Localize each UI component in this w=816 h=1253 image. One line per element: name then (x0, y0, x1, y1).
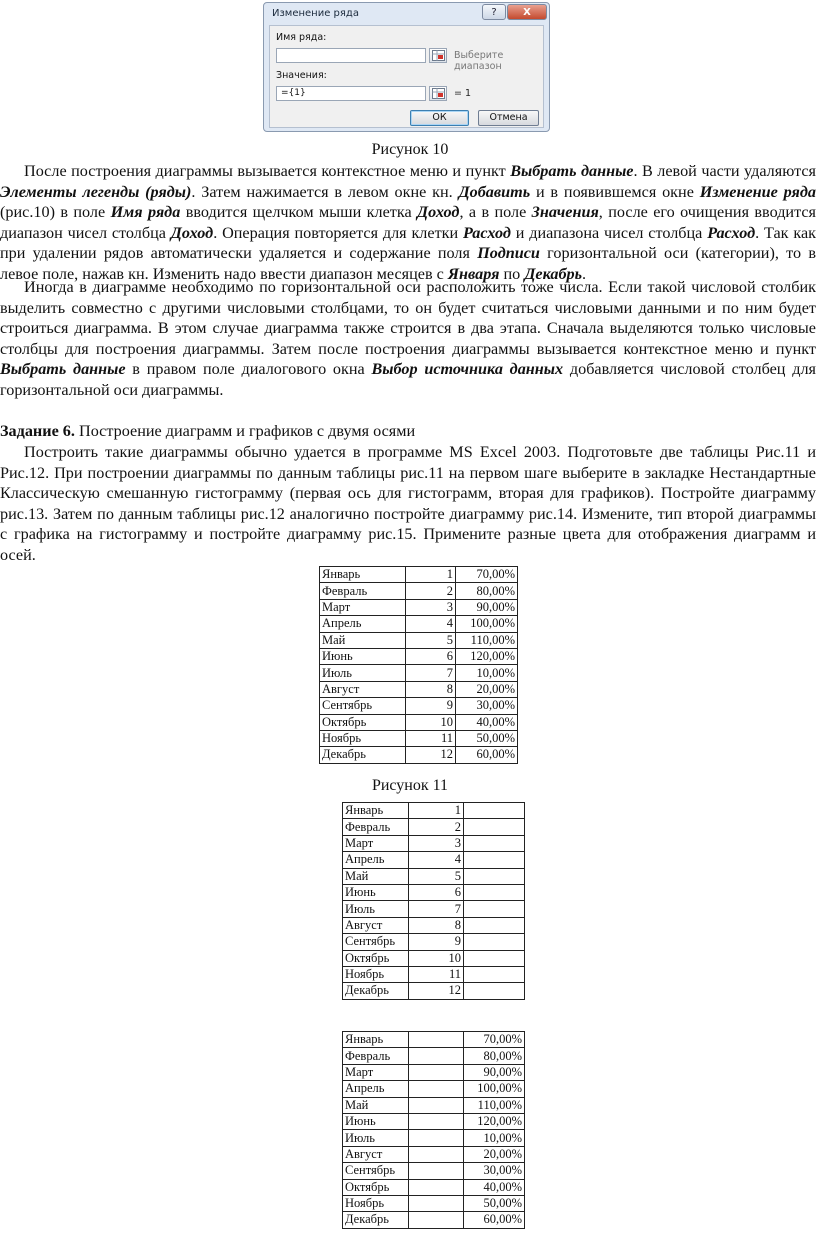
table-row (343, 1064, 525, 1080)
month-cell: Сентябрь (320, 698, 406, 714)
month-number-cell: 8 (406, 681, 456, 697)
table-row (343, 901, 525, 917)
percent-cell: 30,00% (456, 698, 518, 714)
series-values-label: Значения: (276, 70, 327, 81)
percent-cell: 110,00% (456, 632, 518, 648)
percent-cell (464, 917, 525, 933)
month-number-cell: 10 (406, 714, 456, 730)
table-row (320, 747, 518, 763)
percent-cell (464, 983, 525, 999)
month-number-cell: 9 (409, 934, 464, 950)
month-cell: Апрель (343, 1081, 409, 1097)
table-row (343, 1097, 525, 1113)
percent-cell (464, 901, 525, 917)
percent-cell: 100,00% (464, 1081, 525, 1097)
table-row (343, 1146, 525, 1162)
month-cell: Ноябрь (320, 730, 406, 746)
month-cell: Сентябрь (343, 934, 409, 950)
month-number-cell (409, 1195, 464, 1211)
percent-cell: 90,00% (456, 599, 518, 615)
percent-cell (464, 852, 525, 868)
percent-cell (464, 884, 525, 900)
series-values-range-button[interactable] (429, 86, 447, 101)
month-number-cell: 2 (409, 819, 464, 835)
month-cell: Октябрь (343, 1179, 409, 1195)
month-number-cell: 6 (406, 648, 456, 664)
month-cell: Февраль (343, 1048, 409, 1064)
series-name-range-button[interactable] (429, 48, 447, 63)
range-select-icon (432, 88, 445, 99)
percent-cell (464, 966, 525, 982)
series-values-input[interactable]: ={1} (276, 86, 426, 101)
month-number-cell: 6 (409, 884, 464, 900)
month-cell: Сентябрь (343, 1163, 409, 1179)
month-cell: Апрель (320, 616, 406, 632)
month-cell: Ноябрь (343, 1195, 409, 1211)
table-row (320, 567, 518, 583)
table-row (320, 665, 518, 681)
figure-11-caption: Рисунок 11 (371, 777, 449, 794)
figure-10-caption: Рисунок 10 (371, 141, 449, 158)
month-number-cell: 4 (406, 616, 456, 632)
table-row (320, 681, 518, 697)
month-number-cell (409, 1163, 464, 1179)
series-name-input[interactable] (276, 48, 426, 63)
paragraph-1: После построения диаграммы вызывается контекстное меню и пункт Выбрать данные. В левой части удаляются Элементы легенды (ряды). Затем нажимается в левом окне кн. Добавить и в появившемся окне Изменение ряда (рис.10) в поле Имя ряда вводится щелчком мыши клетка Доход, а в поле Значения, после его очищения вводится диапазон чисел столбца Доход. Операция повторяется для клетки Расход и диапазона чисел столбца Расход. Так как при удалении рядов автоматически удаляется и содержание поля Подписи горизонтальной оси (категории), то в левое поле, нажав кн. Изменить надо ввести диапазон месяцев с Января по Декабрь. (0, 162, 816, 283)
month-number-cell: 9 (406, 698, 456, 714)
table-row (343, 835, 525, 851)
month-number-cell: 12 (409, 983, 464, 999)
table-row (343, 934, 525, 950)
month-cell: Июль (320, 665, 406, 681)
percent-cell: 40,00% (464, 1179, 525, 1195)
month-number-cell (409, 1081, 464, 1097)
table-row (320, 730, 518, 746)
table-row (343, 1048, 525, 1064)
table-row (320, 698, 518, 714)
month-number-cell (409, 1212, 464, 1228)
series-name-label: Имя ряда: (276, 32, 327, 43)
month-cell: Январь (320, 567, 406, 583)
month-cell: Декабрь (343, 1212, 409, 1228)
percent-cell: 60,00% (464, 1212, 525, 1228)
table-row (343, 1179, 525, 1195)
percent-cell: 20,00% (464, 1146, 525, 1162)
percent-cell: 90,00% (464, 1064, 525, 1080)
table-row (343, 1032, 525, 1048)
dialog-title: Изменение ряда (272, 8, 359, 19)
percent-cell (464, 950, 525, 966)
month-cell: Июль (343, 1130, 409, 1146)
table-row (343, 950, 525, 966)
month-cell: Июнь (320, 648, 406, 664)
percent-cell: 100,00% (456, 616, 518, 632)
ok-button[interactable]: ОК (410, 110, 469, 126)
month-number-cell: 8 (409, 917, 464, 933)
series-values-result: = 1 (454, 88, 472, 99)
table-row (343, 819, 525, 835)
months-table-2 (342, 802, 525, 1000)
month-cell: Июль (343, 901, 409, 917)
percent-cell: 50,00% (464, 1195, 525, 1211)
months-table-3 (342, 1031, 525, 1229)
month-cell: Февраль (343, 819, 409, 835)
month-number-cell (409, 1064, 464, 1080)
table-row (343, 1195, 525, 1211)
percent-cell: 30,00% (464, 1163, 525, 1179)
table-row (320, 632, 518, 648)
table-row (343, 1212, 525, 1228)
month-number-cell: 7 (409, 901, 464, 917)
month-cell: Декабрь (343, 983, 409, 999)
task-heading (0, 421, 415, 442)
percent-cell (464, 934, 525, 950)
month-cell: Май (343, 1097, 409, 1113)
month-number-cell: 10 (409, 950, 464, 966)
cancel-button[interactable]: Отмена (478, 110, 539, 126)
month-cell: Январь (343, 803, 409, 819)
table-row (320, 583, 518, 599)
table-row (343, 884, 525, 900)
table-row (320, 599, 518, 615)
percent-cell (464, 819, 525, 835)
month-cell: Август (343, 1146, 409, 1162)
paragraph-3: Построить такие диаграммы обычно удается в программе MS Excel 2003. Подготовьте две таблицы Рис.11 и Рис.12. При построении диаграммы по данным таблицы рис.11 на первом шаге выберите в закладке Нестандартные Классическую смешанную гистограмму (первая ось для гистограмм, вторая для графиков). Постройте диаграмму рис.13. Затем по данным таблицы рис.12 аналогично постройте диаграмму рис.14. Измените, тип второй диаграммы с графика на гистограмму и постройте диаграмму рис.15. Примените разные цвета для отображения диаграмм и осей. (0, 443, 816, 564)
table-row (320, 714, 518, 730)
table-row (343, 1130, 525, 1146)
month-number-cell: 3 (406, 599, 456, 615)
month-number-cell (409, 1048, 464, 1064)
table-row (320, 616, 518, 632)
month-number-cell (409, 1130, 464, 1146)
month-cell: Май (320, 632, 406, 648)
percent-cell: 50,00% (456, 730, 518, 746)
percent-cell: 10,00% (456, 665, 518, 681)
percent-cell: 70,00% (456, 567, 518, 583)
month-number-cell: 7 (406, 665, 456, 681)
table-row (343, 983, 525, 999)
table-row (343, 917, 525, 933)
help-button[interactable]: ? (482, 4, 506, 20)
month-cell: Октябрь (343, 950, 409, 966)
range-select-icon (432, 50, 445, 61)
percent-cell: 120,00% (456, 648, 518, 664)
percent-cell: 120,00% (464, 1113, 525, 1129)
month-cell: Август (343, 917, 409, 933)
percent-cell (464, 835, 525, 851)
paragraph-2: Иногда в диаграмме необходимо по горизонтальной оси расположить тоже числа. Если такой числовой столбик выделить совместно с другими числовыми столбцами, то он будет считаться числовыми данными и по ним будет строиться диаграмма. В этом случае диаграмма также строится в два этапа. Сначала выделяются только числовые столбцы для построения диаграммы. Затем после построения диаграммы вызывается контекстное меню и пункт Выбрать данные в правом поле диалогового окна Выбор источника данных добавляется числовой столбец для горизонтальной оси диаграммы. (0, 278, 816, 399)
month-cell: Ноябрь (343, 966, 409, 982)
month-number-cell: 4 (409, 852, 464, 868)
month-cell: Декабрь (320, 747, 406, 763)
month-cell: Май (343, 868, 409, 884)
month-cell: Июнь (343, 884, 409, 900)
percent-cell: 110,00% (464, 1097, 525, 1113)
month-number-cell (409, 1179, 464, 1195)
table-row (343, 1163, 525, 1179)
percent-cell: 40,00% (456, 714, 518, 730)
percent-cell (464, 868, 525, 884)
month-number-cell: 12 (406, 747, 456, 763)
month-cell: Август (320, 681, 406, 697)
month-number-cell (409, 1032, 464, 1048)
table-row (343, 1081, 525, 1097)
percent-cell: 70,00% (464, 1032, 525, 1048)
table-row (320, 648, 518, 664)
month-number-cell (409, 1113, 464, 1129)
month-cell: Январь (343, 1032, 409, 1048)
percent-cell: 80,00% (456, 583, 518, 599)
table-row (343, 1113, 525, 1129)
dialog-body (269, 25, 544, 128)
month-number-cell (409, 1146, 464, 1162)
months-table-1 (319, 566, 518, 764)
month-number-cell: 1 (406, 567, 456, 583)
month-cell: Март (343, 835, 409, 851)
table-row (343, 966, 525, 982)
table-row (343, 852, 525, 868)
month-number-cell: 2 (406, 583, 456, 599)
month-cell: Июнь (343, 1113, 409, 1129)
close-button[interactable]: X (507, 4, 547, 20)
month-number-cell: 11 (409, 966, 464, 982)
percent-cell: 20,00% (456, 681, 518, 697)
month-number-cell: 5 (409, 868, 464, 884)
month-number-cell: 11 (406, 730, 456, 746)
percent-cell: 80,00% (464, 1048, 525, 1064)
month-cell: Октябрь (320, 714, 406, 730)
table-row (343, 868, 525, 884)
percent-cell: 60,00% (456, 747, 518, 763)
month-cell: Март (320, 599, 406, 615)
month-number-cell: 3 (409, 835, 464, 851)
series-edit-dialog (263, 2, 550, 132)
percent-cell (464, 803, 525, 819)
series-name-hint: Выберите диапазон (454, 50, 504, 72)
month-cell: Март (343, 1064, 409, 1080)
task-title: Построение диаграмм и графиков с двумя осями (74, 422, 416, 440)
month-number-cell: 5 (406, 632, 456, 648)
month-cell: Февраль (320, 583, 406, 599)
table-row (343, 803, 525, 819)
month-number-cell (409, 1097, 464, 1113)
month-number-cell: 1 (409, 803, 464, 819)
task-label: Задание 6. (0, 422, 75, 440)
percent-cell: 10,00% (464, 1130, 525, 1146)
month-cell: Апрель (343, 852, 409, 868)
